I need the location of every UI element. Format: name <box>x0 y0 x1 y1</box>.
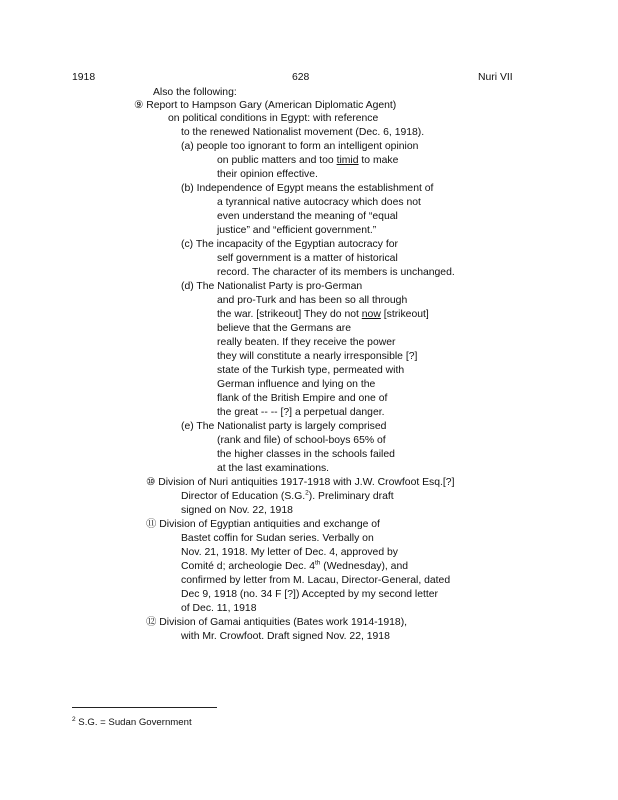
underlined-word: timid <box>336 155 359 166</box>
text-line: a tyrannical native autocracy which does not <box>217 197 421 208</box>
text-line: (b) Independence of Egypt means the establishment of <box>181 183 434 194</box>
text-line: of Dec. 11, 1918 <box>181 603 257 614</box>
text-line: (e) The Nationalist party is largely comprised <box>181 421 387 432</box>
text-line: state of the Turkish type, permeated with <box>217 365 405 376</box>
text-span: Comité d; archeologie Dec. 4 <box>181 561 315 572</box>
text-line: at the last examinations. <box>217 463 330 474</box>
text-line <box>181 560 408 573</box>
text-line: ⑫ Division of Gamai antiquities (Bates work 1914-1918), <box>146 617 408 628</box>
footnote-reference: 2 <box>305 489 309 497</box>
text-span: to make <box>358 155 399 166</box>
text-line: self government is a matter of historical <box>217 253 398 264</box>
text-span: on public matters and too <box>217 155 337 166</box>
footnote <box>72 716 192 729</box>
text-line: (c) The incapacity of the Egyptian autocracy for <box>181 239 398 250</box>
text-line: (d) The Nationalist Party is pro-German <box>181 281 363 292</box>
text-line <box>181 490 394 503</box>
text-line: to the renewed Nationalist movement (Dec. 6, 1918). <box>181 127 425 138</box>
footnote-mark: 2 <box>72 715 76 723</box>
text-line: with Mr. Crowfoot. Draft signed Nov. 22, 1918 <box>181 631 390 642</box>
text-span: Director of Education (S.G. <box>181 491 306 502</box>
text-line <box>217 154 398 167</box>
footnote-divider <box>72 707 217 708</box>
text-line: they will constitute a nearly irresponsible [?] <box>217 351 418 362</box>
text-line: Also the following: <box>153 87 237 98</box>
footnote-text: S.G. = Sudan Government <box>75 717 192 728</box>
text-line: signed on Nov. 22, 1918 <box>181 505 293 516</box>
text-span: the war. [strikeout] They do not <box>217 309 362 320</box>
text-line: (a) people too ignorant to form an intelligent opinion <box>181 141 419 152</box>
text-line: confirmed by letter from M. Lacau, Director-General, dated <box>181 575 451 586</box>
text-line: believe that the Germans are <box>217 323 351 334</box>
header-section: Nuri VII <box>478 72 513 83</box>
text-line <box>217 308 429 321</box>
superscript: th <box>315 559 321 567</box>
text-line: ⑨ Report to Hampson Gary (American Diplomatic Agent) <box>134 100 397 111</box>
text-line: their opinion effective. <box>217 169 318 180</box>
text-line: German influence and lying on the <box>217 379 376 390</box>
text-line: flank of the British Empire and one of <box>217 393 388 404</box>
text-line: really beaten. If they receive the power <box>217 337 396 348</box>
text-span: ). Preliminary draft <box>308 491 394 502</box>
header-year: 1918 <box>72 72 96 83</box>
text-line: on political conditions in Egypt: with reference <box>168 113 379 124</box>
text-line: Dec 9, 1918 (no. 34 F [?]) Accepted by my second letter <box>181 589 439 600</box>
header-page-number: 628 <box>292 72 310 83</box>
text-line: even understand the meaning of “equal <box>217 211 398 222</box>
text-span: [strikeout] <box>380 309 429 320</box>
text-line: Nov. 21, 1918. My letter of Dec. 4, approved by <box>181 547 398 558</box>
text-line: Bastet coffin for Sudan series. Verbally on <box>181 533 374 544</box>
text-line: the higher classes in the schools failed <box>217 449 395 460</box>
text-line: ⑩ Division of Nuri antiquities 1917-1918 with J.W. Crowfoot Esq.[?] <box>146 477 455 488</box>
underlined-word: now <box>361 309 381 320</box>
text-line: (rank and file) of school-boys 65% of <box>217 435 386 446</box>
text-span: (Wednesday), and <box>320 561 409 572</box>
text-line: and pro-Turk and has been so all through <box>217 295 408 306</box>
text-line: ⑪ Division of Egyptian antiquities and exchange of <box>146 519 380 530</box>
text-line: justice” and “efficient government.” <box>217 225 377 236</box>
text-line: the great -- -- [?] a perpetual danger. <box>217 407 385 418</box>
text-line: record. The character of its members is unchanged. <box>217 267 455 278</box>
